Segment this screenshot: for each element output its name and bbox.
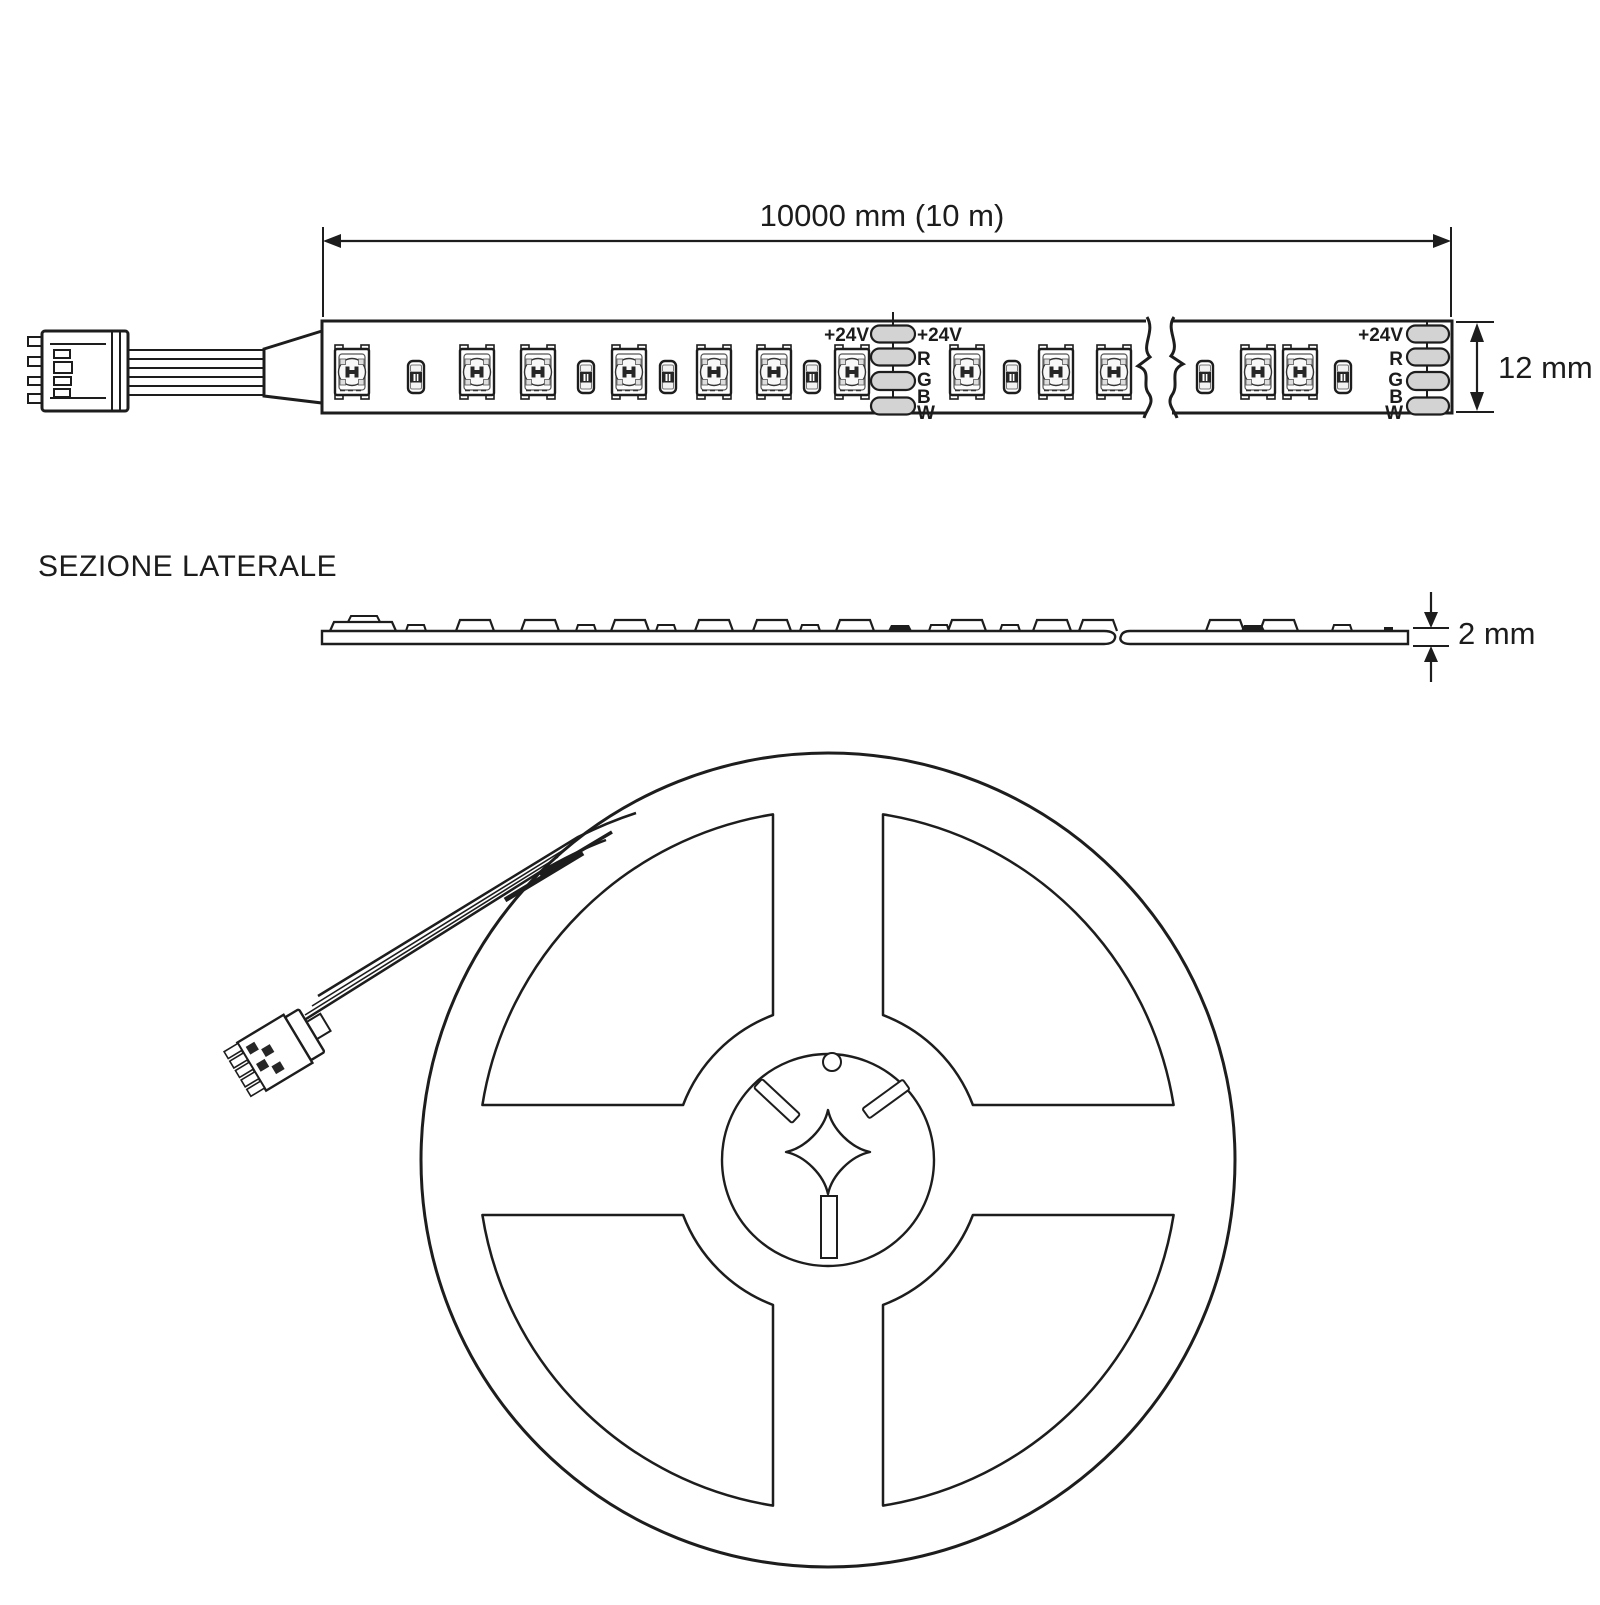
arrow-down-icon xyxy=(1424,612,1438,628)
pad-label: W xyxy=(1385,403,1403,424)
resistor-chip xyxy=(1197,361,1213,393)
led-chip xyxy=(521,345,555,399)
solder-pad xyxy=(871,372,915,390)
side-bump-first xyxy=(330,616,396,631)
resistor-chip xyxy=(578,361,594,393)
pcb-bar-left xyxy=(322,631,1115,644)
strip-side-view xyxy=(38,550,1536,682)
connector-wires xyxy=(128,350,266,395)
pad-label: W xyxy=(917,403,935,424)
solder-pad xyxy=(871,349,915,366)
arrow-up-icon xyxy=(1424,646,1438,662)
connector-pin xyxy=(28,394,42,403)
strip-top-view xyxy=(28,312,1593,424)
height-dimension xyxy=(1456,322,1593,412)
strip-segment-1 xyxy=(322,321,1145,413)
connector-slot xyxy=(54,389,70,397)
led-chip xyxy=(950,345,984,399)
connector-slot xyxy=(54,362,72,373)
height-dimension-label: 12 mm xyxy=(1498,350,1593,385)
connector-pin xyxy=(28,337,42,346)
pad-label: +24V xyxy=(824,325,869,346)
solder-pad xyxy=(1407,349,1449,366)
connector-slot xyxy=(54,350,70,358)
led-chip xyxy=(335,345,369,399)
connector-pin xyxy=(28,377,42,385)
reel-hub xyxy=(722,1053,934,1266)
hub-slot xyxy=(821,1196,837,1258)
pad-label: +24V xyxy=(1358,325,1403,346)
length-dimension-label: 10000 mm (10 m) xyxy=(759,198,1005,233)
solder-pad xyxy=(1407,372,1449,390)
solder-pad xyxy=(871,398,915,415)
solder-pad xyxy=(871,326,915,343)
pad-label: G xyxy=(917,370,932,391)
pad-label: B xyxy=(1389,387,1403,408)
length-dimension xyxy=(323,198,1451,317)
led-chip xyxy=(1241,345,1275,399)
pad-label: B xyxy=(917,387,931,408)
pad-label: G xyxy=(1388,370,1403,391)
solder-pad xyxy=(1407,398,1449,415)
strip-connector xyxy=(28,331,128,411)
resistor-chip xyxy=(408,361,424,393)
led-chip xyxy=(757,345,791,399)
led-chip xyxy=(1039,345,1073,399)
resistor-chip xyxy=(1004,361,1020,393)
arrow-down-icon xyxy=(1470,392,1484,411)
resistor-chip xyxy=(1335,361,1351,393)
hub-hole xyxy=(823,1053,841,1071)
pad-label: R xyxy=(917,349,931,370)
led-chip xyxy=(1097,345,1131,399)
led-chip xyxy=(460,345,494,399)
thickness-dimension xyxy=(1413,592,1536,682)
pcb-bar-right xyxy=(1120,631,1408,644)
pad-label: +24V xyxy=(917,325,962,346)
connector-slot xyxy=(54,377,71,385)
thickness-dimension-label: 2 mm xyxy=(1458,616,1536,651)
reel-connector xyxy=(224,998,340,1099)
led-chip xyxy=(1283,345,1317,399)
arrow-up-icon xyxy=(1470,323,1484,342)
wire-transition xyxy=(264,331,322,403)
connector-pin xyxy=(28,357,42,366)
pad-label: R xyxy=(1389,349,1403,370)
led-chip xyxy=(612,345,646,399)
arrow-left-icon xyxy=(323,234,341,248)
led-chip xyxy=(835,345,869,399)
resistor-chip xyxy=(660,361,676,393)
solder-pad xyxy=(1407,326,1449,343)
section-label: SEZIONE LATERALE xyxy=(38,550,338,583)
resistor-chip xyxy=(804,361,820,393)
led-chip xyxy=(697,345,731,399)
reel xyxy=(224,753,1235,1567)
arrow-right-icon xyxy=(1433,234,1451,248)
